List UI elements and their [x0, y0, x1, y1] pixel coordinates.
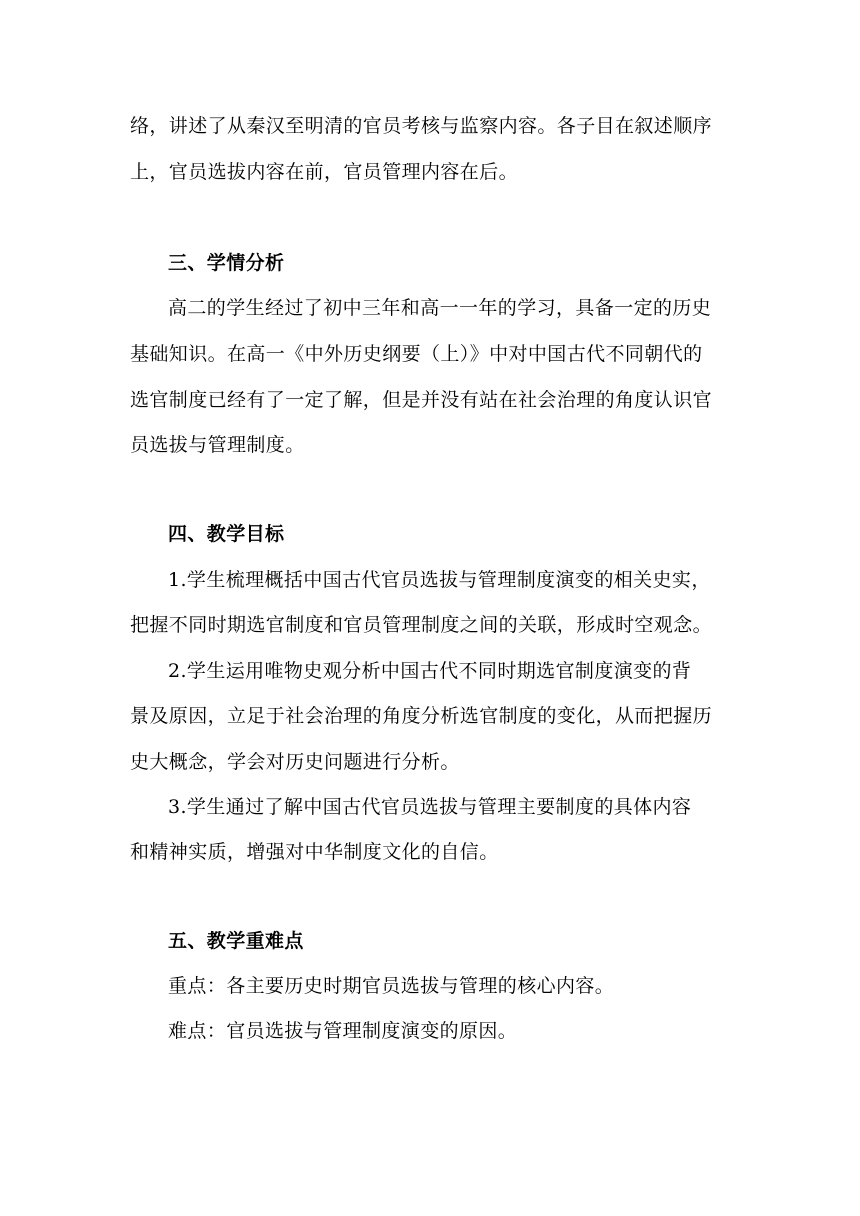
section-3-paragraph-line: 高二的学生经过了初中三年和高一一年的学习，具备一定的历史 — [168, 297, 712, 319]
objective-2-line: 2.学生运用唯物史观分析中国古代不同时期选官制度演变的背 — [168, 660, 692, 682]
difficult-point-line: 难点：官员选拔与管理制度演变的原因。 — [168, 1020, 518, 1042]
objective-2-line: 景及原因，立足于社会治理的角度分析选官制度的变化，从而把握历 — [130, 705, 713, 727]
objective-1-line: 1.学生梳理概括中国古代官员选拔与管理制度演变的相关史实， — [168, 569, 711, 591]
section-4-heading: 四、教学目标 — [168, 523, 285, 545]
section-3-paragraph-line: 基础知识。在高一《中外历史纲要（上）》中对中国古代不同朝代的 — [130, 343, 703, 365]
objective-3-line: 3.学生通过了解中国古代官员选拔与管理主要制度的具体内容 — [168, 796, 692, 818]
intro-line-2: 上，官员选拔内容在前，官员管理内容在后。 — [130, 161, 519, 183]
key-point-line: 重点：各主要历史时期官员选拔与管理的核心内容。 — [168, 975, 615, 997]
objective-2-line: 史大概念，学会对历史问题进行分析。 — [130, 751, 460, 773]
section-3-paragraph-line: 选官制度已经有了一定了解，但是并没有站在社会治理的角度认识官 — [130, 389, 713, 411]
section-5-heading: 五、教学重难点 — [168, 930, 304, 952]
section-3-heading: 三、学情分析 — [168, 252, 285, 274]
section-3-paragraph-line: 员选拔与管理制度。 — [130, 434, 305, 456]
objective-1-line: 把握不同时期选官制度和官员管理制度之间的关联，形成时空观念。 — [130, 614, 713, 636]
objective-3-line: 和精神实质，增强对中华制度文化的自信。 — [130, 841, 499, 863]
intro-line-1: 络，讲述了从秦汉至明清的官员考核与监察内容。各子目在叙述顺序 — [130, 115, 713, 137]
